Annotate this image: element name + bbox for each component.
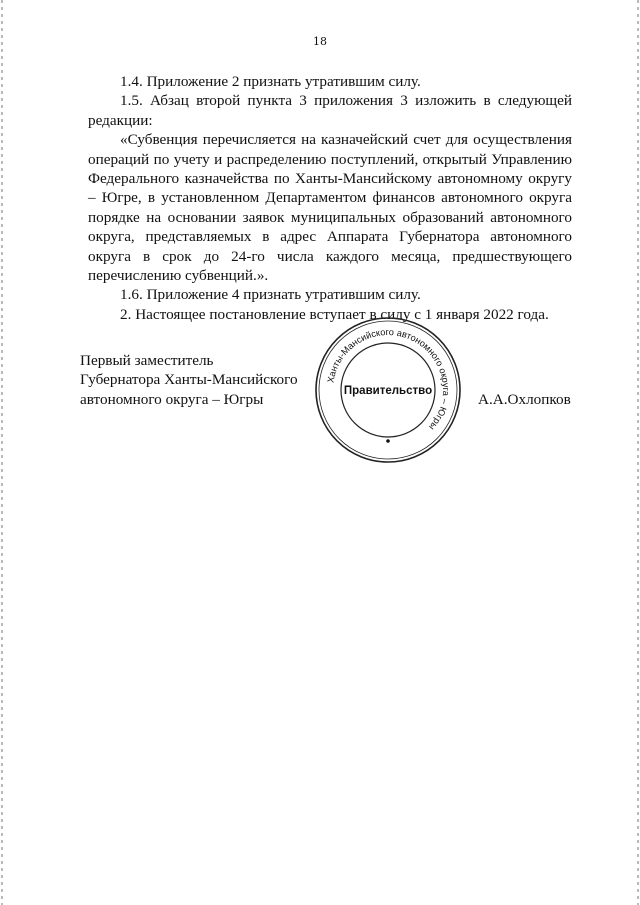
page-number: 18	[313, 35, 327, 48]
paragraph-1-6: 1.6. Приложение 4 признать утратившим силу.	[120, 286, 421, 304]
official-seal	[314, 316, 462, 464]
signatory-title	[80, 351, 320, 409]
paragraph-1-5: 1.5. Абзац второй пункта 3 приложения 3 изложить в следующей редакции:	[88, 92, 572, 129]
seal-dot	[386, 439, 390, 443]
signatory-title-line: автономного округа – Югры	[80, 390, 264, 408]
signatory-name: А.А.Охлопков	[478, 391, 571, 408]
scan-edge-left	[1, 0, 3, 905]
paragraph-1-4: 1.4. Приложение 2 признать утратившим силу.	[120, 73, 421, 90]
scan-edge-right	[637, 0, 639, 905]
signatory-title-line: Губернатора Ханты-Мансийского	[80, 371, 298, 389]
signatory-title-line: Первый заместитель	[80, 352, 214, 369]
paragraph-2: 2. Настоящее постановление вступает в силу с 1 января 2022 года.	[120, 305, 549, 323]
document-body	[88, 72, 572, 324]
paragraph-quote: «Субвенция перечисляется на казначейский счет для осуществления операций по учету и распределению поступлений, открытый Управлению Федерального казначейства по Ханты-Мансийскому автономному округу – Югре, в установленном Департаментом финансов автономного округа порядке на основании заявок муниципальных образований автономного округа, представляемых в адрес Аппарата Губернатора автономного округа в срок до 24-го числа каждого месяца, предшествующего перечислению субвенций.».	[88, 131, 572, 285]
seal-center-text: Правительство	[343, 385, 433, 397]
seal-ring-text: Ханты-Мансийского автономного округа – Югры	[325, 326, 452, 433]
